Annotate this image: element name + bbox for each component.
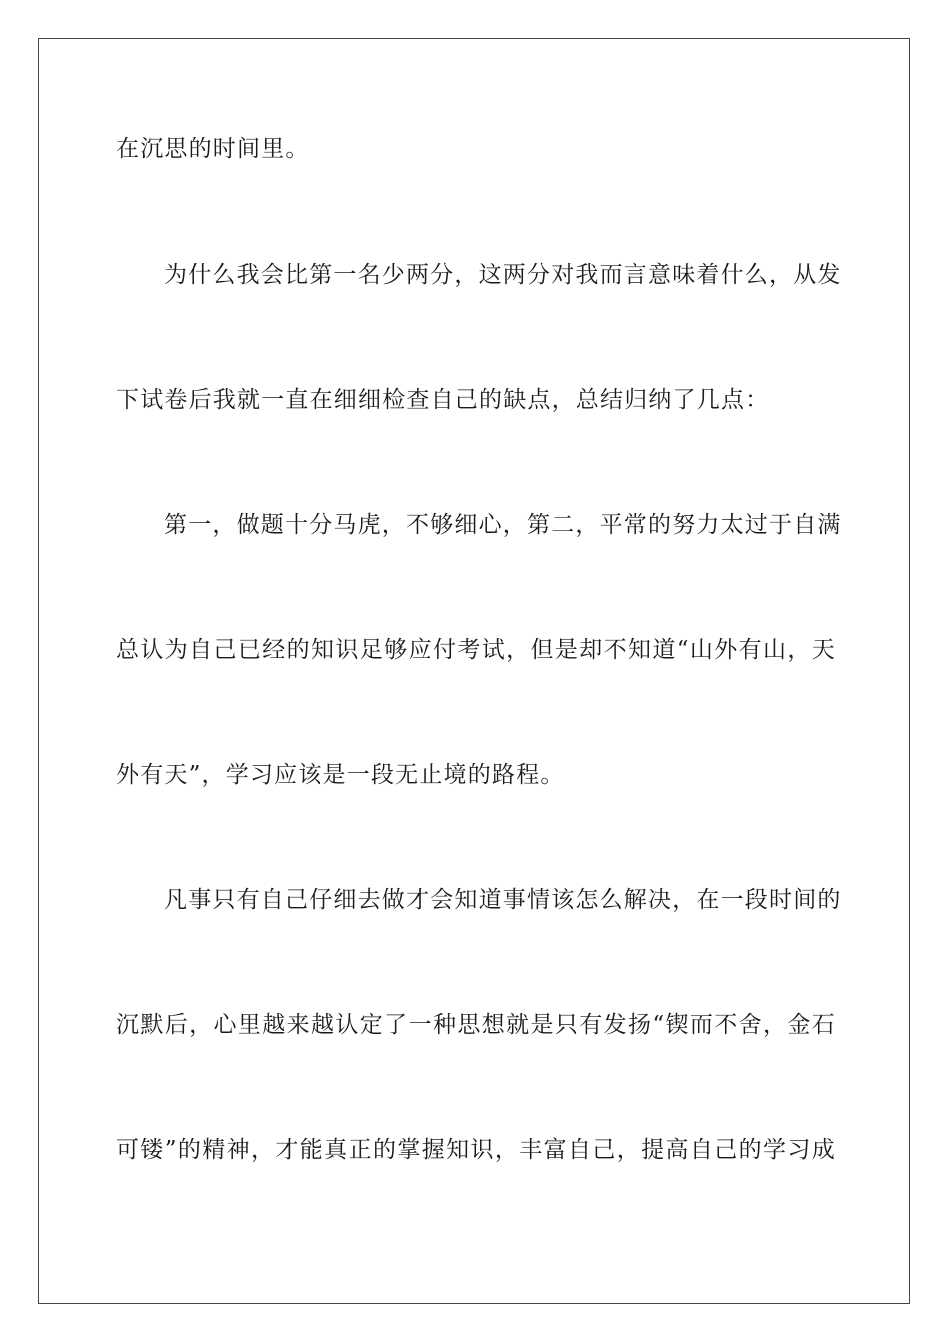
page-border (38, 38, 910, 1304)
paragraph-first-line: 为什么我会比第一名少两分，这两分对我而言意味着什么，从发 (164, 262, 842, 288)
text-line: 在沉思的时间里。 (116, 136, 310, 162)
text-line: 沉默后，心里越来越认定了一种思想就是只有发扬“锲而不舍，金石 (116, 1012, 836, 1038)
text-line: 可镂”的精神，才能真正的掌握知识，丰富自己，提高自己的学习成 (116, 1137, 836, 1163)
text-line: 总认为自己已经的知识足够应付考试，但是却不知道“山外有山，天 (116, 637, 836, 663)
text-line: 下试卷后我就一直在细细检查自己的缺点，总结归纳了几点： (116, 387, 770, 413)
paragraph-first-line: 凡事只有自己仔细去做才会知道事情该怎么解决，在一段时间的 (164, 887, 842, 913)
paragraph-first-line: 第一，做题十分马虎，不够细心，第二，平常的努力太过于自满 (164, 512, 842, 538)
text-line: 外有天”，学习应该是一段无止境的路程。 (116, 762, 565, 788)
